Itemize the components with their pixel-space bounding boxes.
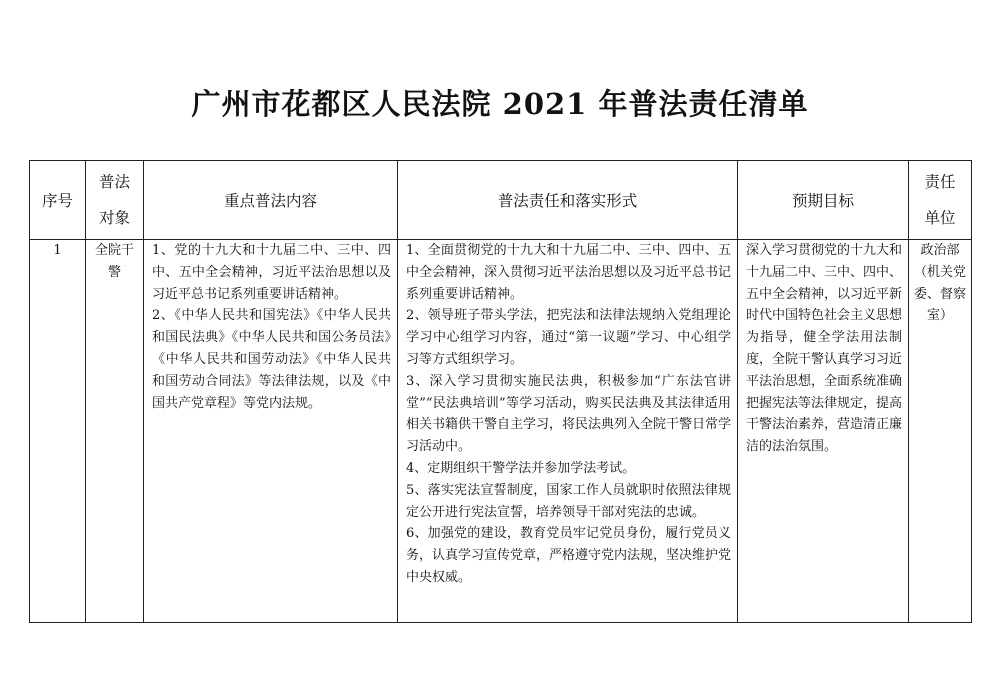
document-title: 广州市花都区人民法院 2021 年普法责任清单 [191, 87, 809, 121]
content-item: 1、党的十九大和十九届二中、三中、四中、五中全会精神，习近平法治思想以及习近平总书记系列重要讲话精神。 [152, 243, 391, 302]
responsibility-item: 4、定期组织干警学法并参加学法考试。 [406, 460, 636, 476]
cell-content [144, 240, 398, 623]
cell-target: 全院干警 [86, 240, 144, 623]
table-header-row [30, 161, 972, 240]
header-content: 重点普法内容 [144, 161, 398, 240]
header-unit [909, 161, 972, 240]
cell-goal: 深入学习贯彻党的十九大和十九届二中、三中、四中、五中全会精神，以习近平新时代中国特色社会主义思想为指导，健全学法用法制度，全院干警认真学习习近平法治思想，全面系统准确把握宪法等法律规定，提高干警法治素养，营造清正廉洁的法治氛围。 [738, 240, 909, 623]
header-unit-line2: 单位 [924, 209, 956, 227]
responsibility-item: 2、领导班子带头学法，把宪法和法律法规纳入党组理论学习中心组学习内容，通过“第一议题”学习、中心组学习等方式组织学习。 [406, 308, 731, 367]
responsibility-item: 1、全面贯彻党的十九大和十九届二中、三中、四中、五中全会精神，深入贯彻习近平法治思想以及习近平总书记系列重要讲话精神。 [406, 243, 732, 302]
responsibility-table [29, 160, 972, 623]
content-item: 2、《中华人民共和国宪法》《中华人民共和国民法典》《中华人民共和国公务员法》《中华人民共和国劳动法》《中华人民共和国劳动合同法》等法律法规，以及《中国共产党章程》等党内法规。 [152, 308, 391, 411]
table-row [30, 240, 972, 623]
cell-no: 1 [30, 240, 86, 623]
header-goal: 预期目标 [738, 161, 909, 240]
header-no: 序号 [30, 161, 86, 240]
responsibility-item: 3、深入学习贯彻实施民法典，积极参加“广东法官讲堂”“民法典培训”等学习活动，购买民法典及其法律适用相关书籍供干警自主学习，将民法典列入全院干警日常学习活动中。 [406, 373, 732, 455]
cell-unit: 政治部（机关党委、督察室） [909, 240, 972, 623]
header-responsibility: 普法责任和落实形式 [398, 161, 738, 240]
responsibility-item: 6、加强党的建设，教育党员牢记党员身份，履行党员义务，认真学习宣传党章，严格遵守党内法规，坚决维护党中央权威。 [406, 526, 732, 585]
header-target [86, 161, 144, 240]
cell-responsibility [398, 240, 738, 623]
responsibility-item: 5、落实宪法宣誓制度，国家工作人员就职时依照法律规定公开进行宪法宣誓，培养领导干部对宪法的忠诚。 [406, 482, 731, 520]
header-unit-line1: 责任 [924, 173, 956, 191]
header-target-line2: 对象 [98, 209, 130, 227]
header-target-line1: 普法 [98, 173, 130, 191]
